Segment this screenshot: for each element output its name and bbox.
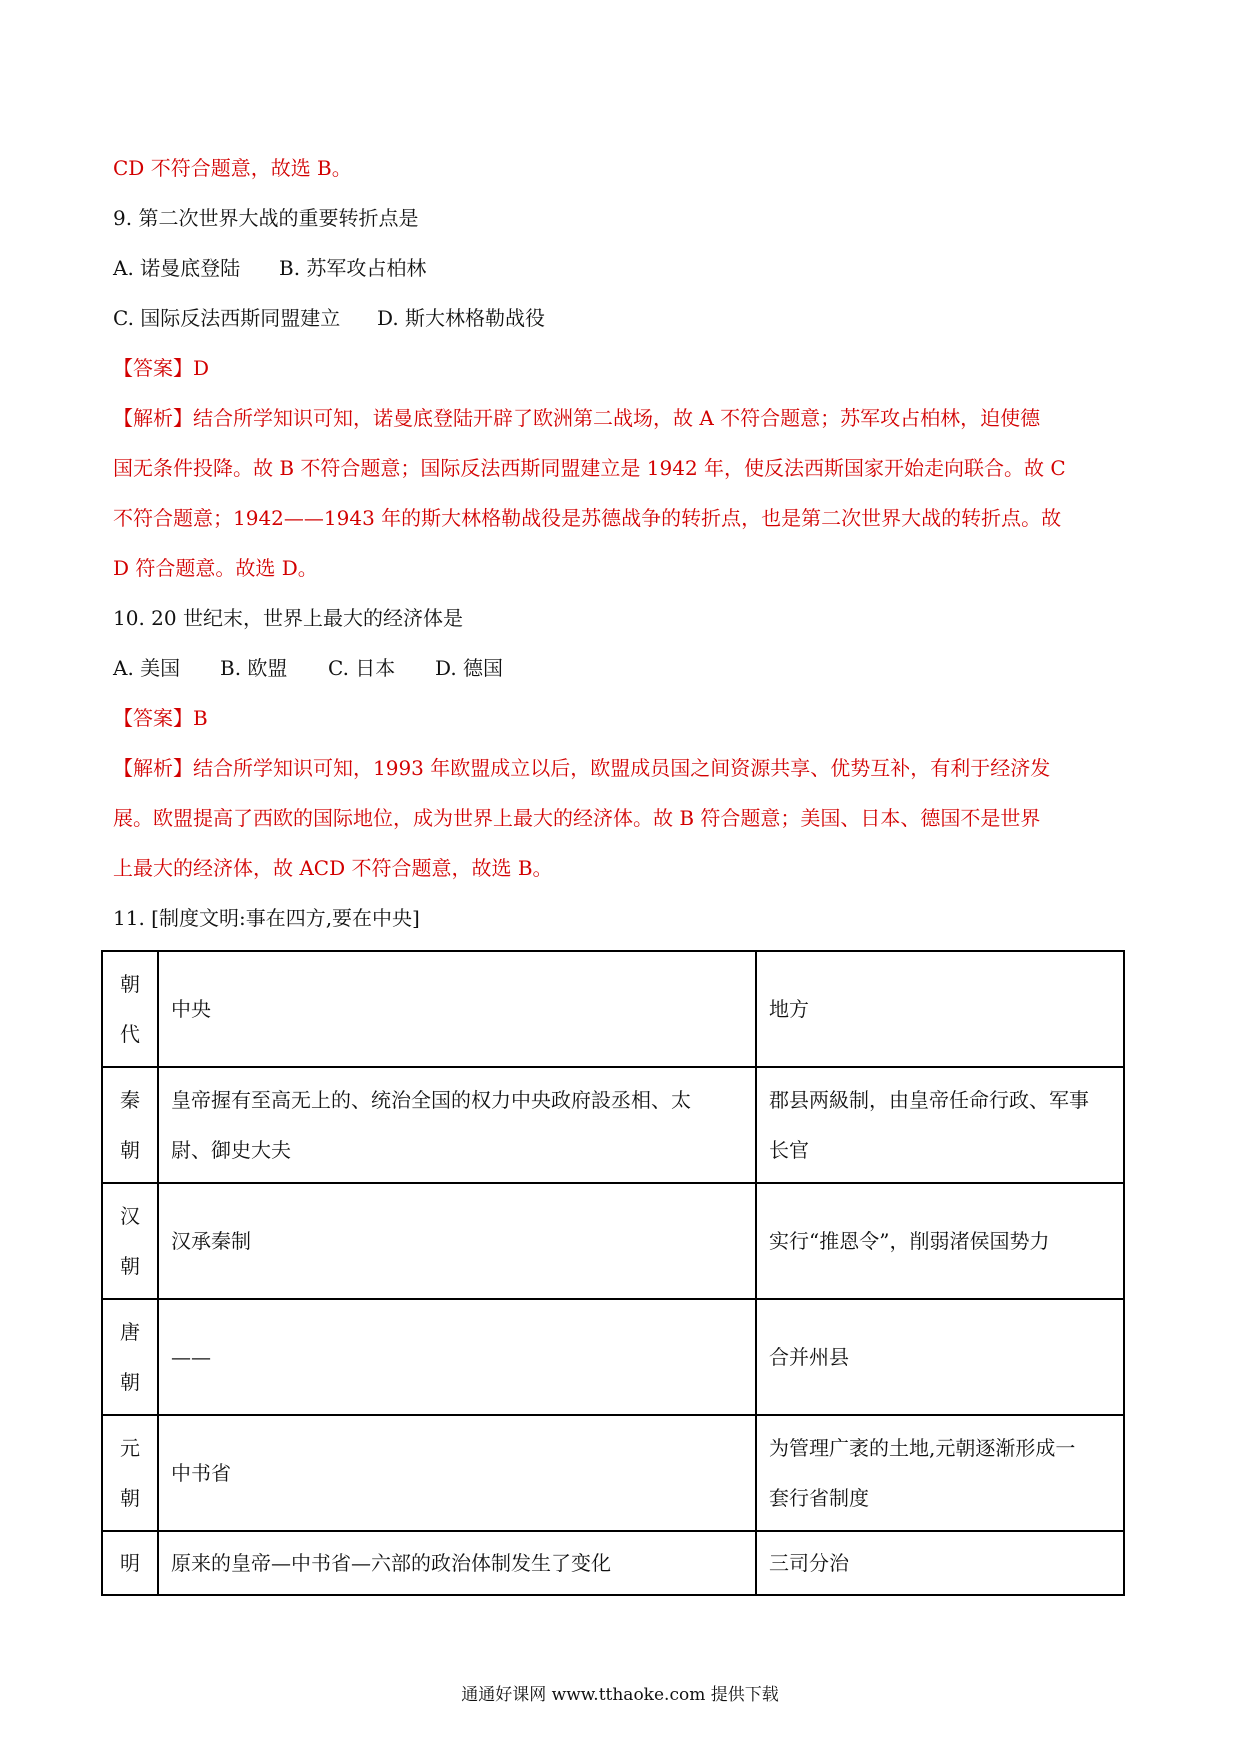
q10-options (113, 655, 1133, 705)
local-text: 套行省制度 (769, 1486, 869, 1510)
dynasty-char: 朝 (120, 1254, 140, 1278)
q11-stem: 11. [制度文明:事在四方,要在中央] (113, 906, 420, 930)
q9-analysis-line: D 符合题意。故选 D。 (113, 556, 318, 580)
document-body (113, 155, 1133, 955)
local-text: 三司分治 (769, 1551, 849, 1575)
dynasty-char: 元 (120, 1436, 140, 1460)
q9-option-d: D. 斯大林格勒战役 (377, 306, 546, 330)
dynasty-char: 朝 (120, 1370, 140, 1394)
q9-stem: 9. 第二次世界大战的重要转折点是 (113, 206, 419, 230)
local-text: 郡县两級制，由皇帝任命行政、军事 (769, 1088, 1089, 1112)
dynasty-system-table (101, 950, 1125, 1596)
dynasty-char: 明 (120, 1551, 140, 1575)
q10-analysis-line: 展。欧盟提高了西欧的国际地位，成为世界上最大的经济体。故 B 符合题意；美国、日本、德国不是世界 (113, 806, 1041, 830)
central-header-cell (158, 951, 756, 1067)
q9-option-c: C. 国际反法西斯同盟建立 (113, 306, 341, 330)
q10-analysis-line: 【解析】结合所学知识可知，1993 年欧盟成立以后，欧盟成员国之间资源共享、优势互补，有利于经济发 (113, 756, 1051, 780)
dynasty-header-char: 代 (120, 1022, 140, 1046)
local-cell (756, 1415, 1124, 1531)
dynasty-char: 汉 (120, 1204, 140, 1228)
central-cell (158, 1067, 756, 1183)
local-text: 实行“推恩令”，削弱渚侯国势力 (769, 1229, 1050, 1253)
q10-option-a: A. 美国 (113, 656, 181, 680)
q10-answer: 【答案】B (113, 706, 208, 730)
dynasty-cell (102, 1183, 158, 1299)
central-cell (158, 1183, 756, 1299)
q9-option-a: A. 诺曼底登陆 (113, 256, 241, 280)
local-header-cell (756, 951, 1124, 1067)
local-text: 合并州县 (769, 1345, 849, 1369)
local-cell (756, 1531, 1124, 1595)
page-footer: 通通好课网 www.tthaoke.com 提供下载 (461, 1685, 779, 1705)
q9-analysis-line: 不符合题意；1942——1943 年的斯大林格勒战役是苏德战争的转折点，也是第二次世界大战的转折点。故 (113, 506, 1062, 530)
table-row (102, 1183, 1124, 1299)
q9-options-row1 (113, 255, 1133, 305)
dynasty-char: 朝 (120, 1138, 140, 1162)
q9-analysis-line: 国无条件投降。故 B 不符合题意；国际反法西斯同盟建立是 1942 年，使反法西斯国家开始走向联合。故 C (113, 456, 1066, 480)
central-cell (158, 1415, 756, 1531)
dynasty-char: 秦 (120, 1088, 140, 1112)
local-header: 地方 (769, 997, 809, 1021)
q9-analysis-line: 【解析】结合所学知识可知，诺曼底登陆开辟了欧洲第二战场，故 A 不符合题意；苏军攻占柏林，迫使德 (113, 406, 1041, 430)
table-header-row (102, 951, 1124, 1067)
central-text: —— (171, 1345, 211, 1369)
table-row (102, 1531, 1124, 1595)
central-cell (158, 1531, 756, 1595)
dynasty-cell (102, 1531, 158, 1595)
q9-options-row2 (113, 305, 1133, 355)
central-text: 皇帝握有至高无上的、统治全国的权力中央政府設丞相、太 (171, 1088, 691, 1112)
central-text: 中书省 (171, 1461, 231, 1485)
central-cell (158, 1299, 756, 1415)
central-header: 中央 (171, 997, 211, 1021)
local-text: 为管理广袤的土地,元朝逐渐形成一 (769, 1436, 1076, 1460)
local-cell (756, 1067, 1124, 1183)
dynasty-char: 唐 (120, 1320, 140, 1344)
local-cell (756, 1299, 1124, 1415)
table-row (102, 1415, 1124, 1531)
q10-stem: 10. 20 世纪末，世界上最大的经济体是 (113, 606, 463, 630)
q9-option-b: B. 苏军攻占柏林 (279, 256, 427, 280)
q10-option-b: B. 欧盟 (220, 656, 288, 680)
q10-option-c: C. 日本 (328, 656, 396, 680)
dynasty-cell (102, 1067, 158, 1183)
dynasty-header-char: 朝 (120, 972, 140, 996)
local-cell (756, 1183, 1124, 1299)
q8-analysis-tail: CD 不符合题意，故选 B。 (113, 156, 352, 180)
local-text: 长官 (769, 1138, 809, 1162)
table-row (102, 1067, 1124, 1183)
q9-answer: 【答案】D (113, 356, 210, 380)
dynasty-char: 朝 (120, 1486, 140, 1510)
q10-analysis-line: 上最大的经济体，故 ACD 不符合题意，故选 B。 (113, 856, 553, 880)
central-text: 尉、御史大夫 (171, 1138, 291, 1162)
q10-option-d: D. 德国 (435, 656, 504, 680)
central-text: 汉承秦制 (171, 1229, 251, 1253)
dynasty-header-cell (102, 951, 158, 1067)
dynasty-cell (102, 1299, 158, 1415)
dynasty-cell (102, 1415, 158, 1531)
table-row (102, 1299, 1124, 1415)
central-text: 原来的皇帝—中书省—六部的政治体制发生了变化 (171, 1551, 611, 1575)
